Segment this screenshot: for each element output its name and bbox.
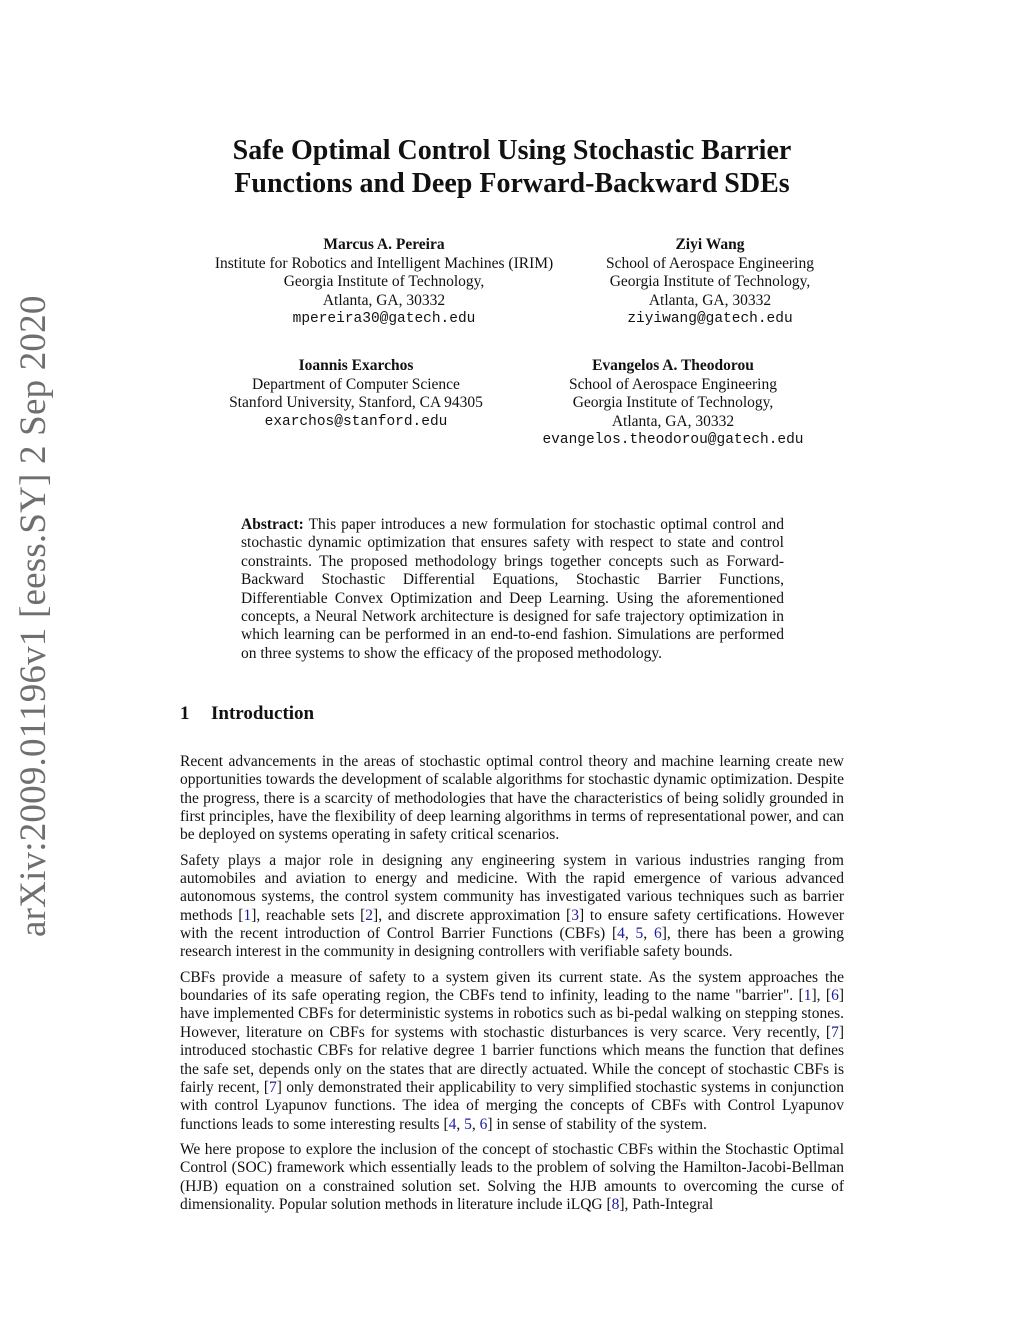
author-email[interactable]: ziyiwang@gatech.edu: [627, 311, 793, 327]
author-block: [590, 236, 830, 329]
citation-link[interactable]: 1: [803, 987, 812, 1005]
paragraph: [180, 852, 844, 962]
author-affiliation: School of Aerospace Engineering: [606, 254, 814, 272]
paragraph-text: Recent advancements in the areas of stochastic optimal control theory and machine learning create new opportunities towards the development of scalable algorithms for stochastic dynamic optimization. Despite the progress, there is a scarcity of methodologies that have the characteristics of being solidly grounded in first principles, have the flexibility of deep learning algorithms in terms of representational power, and can be deployed on systems operating in safety critical scenarios.: [180, 753, 844, 844]
section-number: 1: [180, 703, 190, 724]
paragraph-text: CBFs provide a measure of safety to a system given its current state. As the system approaches the boundaries of its safe operating region, the CBFs tend to infinity, leading to the name "barrier". [: [180, 968, 844, 1005]
author-name: Evangelos A. Theodorou: [592, 357, 754, 374]
arxiv-identifier: arXiv:2009.01196v1 [eess.SY] 2 Sep 2020: [13, 295, 54, 937]
author-block: [200, 236, 568, 329]
author-name: Marcus A. Pereira: [323, 236, 445, 253]
author-name: Ioannis Exarchos: [298, 357, 414, 374]
citation-link[interactable]: 6: [831, 987, 839, 1005]
author-block: [210, 357, 502, 431]
section-heading: [180, 703, 314, 725]
citation-link[interactable]: 4: [448, 1115, 457, 1133]
author-address: Atlanta, GA, 30332: [648, 291, 772, 309]
paragraph-text: ] in sense of stability of the system.: [487, 1115, 707, 1133]
paragraph: [180, 969, 844, 1134]
author-affiliation: Institute for Robotics and Intelligent Machines (IRIM): [214, 254, 554, 272]
author-email[interactable]: exarchos@stanford.edu: [264, 413, 448, 430]
paragraph-text: ,: [471, 1115, 480, 1133]
paragraph-text: ,: [456, 1115, 465, 1133]
citation-link[interactable]: 2: [365, 906, 374, 924]
author-email[interactable]: mpereira30@gatech.edu: [292, 311, 476, 327]
citation-link[interactable]: 7: [831, 1023, 839, 1041]
abstract-text: This paper introduces a new formulation for stochastic optimal control and stochastic dynamic optimization that ensures safety with respect to state and control constraints. The proposed methodology brings together concepts such as Forward-Backward Stochastic Differential Equations, Stochastic Barrier Functions, Differentiable Convex Optimization and Deep Learning. Using the aforementioned concepts, a Neural Network architecture is designed for safe trajectory optimization in which learning can be performed in an end-to-end fashion. Simulations are performed on three systems to show the efficacy of the proposed methodology.: [241, 516, 784, 662]
paragraph-text: ], and discrete approximation [: [373, 906, 572, 924]
citation-link[interactable]: 4: [617, 925, 625, 943]
author-affiliation: Georgia Institute of Technology,: [572, 394, 774, 411]
paragraph-text: ] to ensure safety certifications. However with the recent introduction of Control Barrier Functions (CBFs) [: [180, 906, 844, 943]
paragraph: [180, 753, 844, 845]
paragraph-text: ,: [624, 925, 636, 943]
citation-link[interactable]: 7: [269, 1078, 277, 1096]
author-email[interactable]: evangelos.theodorou@gatech.edu: [542, 432, 804, 448]
paper-title: [0, 134, 1024, 200]
author-affiliation: Georgia Institute of Technology,: [283, 273, 485, 290]
paragraph-text: ], [: [811, 987, 832, 1005]
section-title: Introduction: [211, 703, 315, 724]
author-address: Atlanta, GA, 30332: [611, 412, 735, 430]
citation-link[interactable]: 5: [464, 1115, 472, 1133]
paragraph-text: ,: [643, 925, 654, 943]
title-line-2: Functions and Deep Forward-Backward SDEs: [234, 168, 790, 199]
citation-link[interactable]: 1: [243, 906, 252, 924]
paragraph: [180, 1141, 844, 1214]
author-address: Stanford University, Stanford, CA 94305: [229, 394, 483, 411]
paragraph-text: ], Path-Integral: [619, 1195, 714, 1213]
author-affiliation: Department of Computer Science: [252, 375, 460, 393]
title-line-1: Safe Optimal Control Using Stochastic Barrier: [232, 135, 792, 166]
citation-link[interactable]: 6: [479, 1115, 488, 1133]
paragraph-text: ], reachable sets [: [251, 906, 366, 924]
paragraph-text: ] only demonstrated their applicability to very simplified stochastic systems in conjunction with control Lyapunov functions. The idea of merging the concepts of CBFs with Control Lyapunov functions leads to some interesting results [: [180, 1078, 844, 1133]
author-name: Ziyi Wang: [675, 236, 745, 253]
citation-link[interactable]: 6: [653, 925, 662, 943]
abstract: [241, 516, 784, 663]
paragraph-text: ], there has been a growing research interest in the community in designing controllers with verifiable safety bounds.: [180, 925, 845, 961]
paragraph-text: We here propose to explore the inclusion of the concept of stochastic CBFs within the Stochastic Optimal Control (SOC) framework which essentially leads to the problem of solving the Hamilton-Jacobi-Bellman (HJB) equation on a constrained solution set. Solving the HJB amounts to overcoming the curse of dimensionality. Popular solution methods in literature include iLQG [: [180, 1140, 844, 1213]
citation-link[interactable]: 3: [571, 906, 579, 924]
author-affiliation: School of Aerospace Engineering: [569, 375, 777, 393]
citation-link[interactable]: 8: [611, 1195, 620, 1213]
author-address: Atlanta, GA, 30332: [322, 291, 446, 309]
author-block: [536, 357, 810, 450]
citation-link[interactable]: 5: [635, 925, 644, 943]
abstract-label: Abstract:: [241, 516, 304, 533]
paragraph-text: ] have implemented CBFs for deterministic systems in robotics such as bi-pedal walking on stepping stones. However, literature on CBFs for systems with stochastic disturbances is very scarce. Very recently, [: [180, 987, 844, 1041]
paragraph-text: ] introduced stochastic CBFs for relative degree 1 barrier functions which means the function that defines the safe set, depends only on the states that are directly actuated. While the concept of stochastic CBFs is fairly recent, [: [180, 1023, 844, 1096]
paragraph-text: Safety plays a major role in designing any engineering system in various industries ranging from automobiles and aviation to energy and medicine. With the rapid emergence of various advanced autonomous systems, the control system community has investigated various techniques such as barrier methods [: [180, 851, 844, 924]
section-body: [180, 753, 844, 1221]
author-affiliation: Georgia Institute of Technology,: [609, 273, 811, 290]
